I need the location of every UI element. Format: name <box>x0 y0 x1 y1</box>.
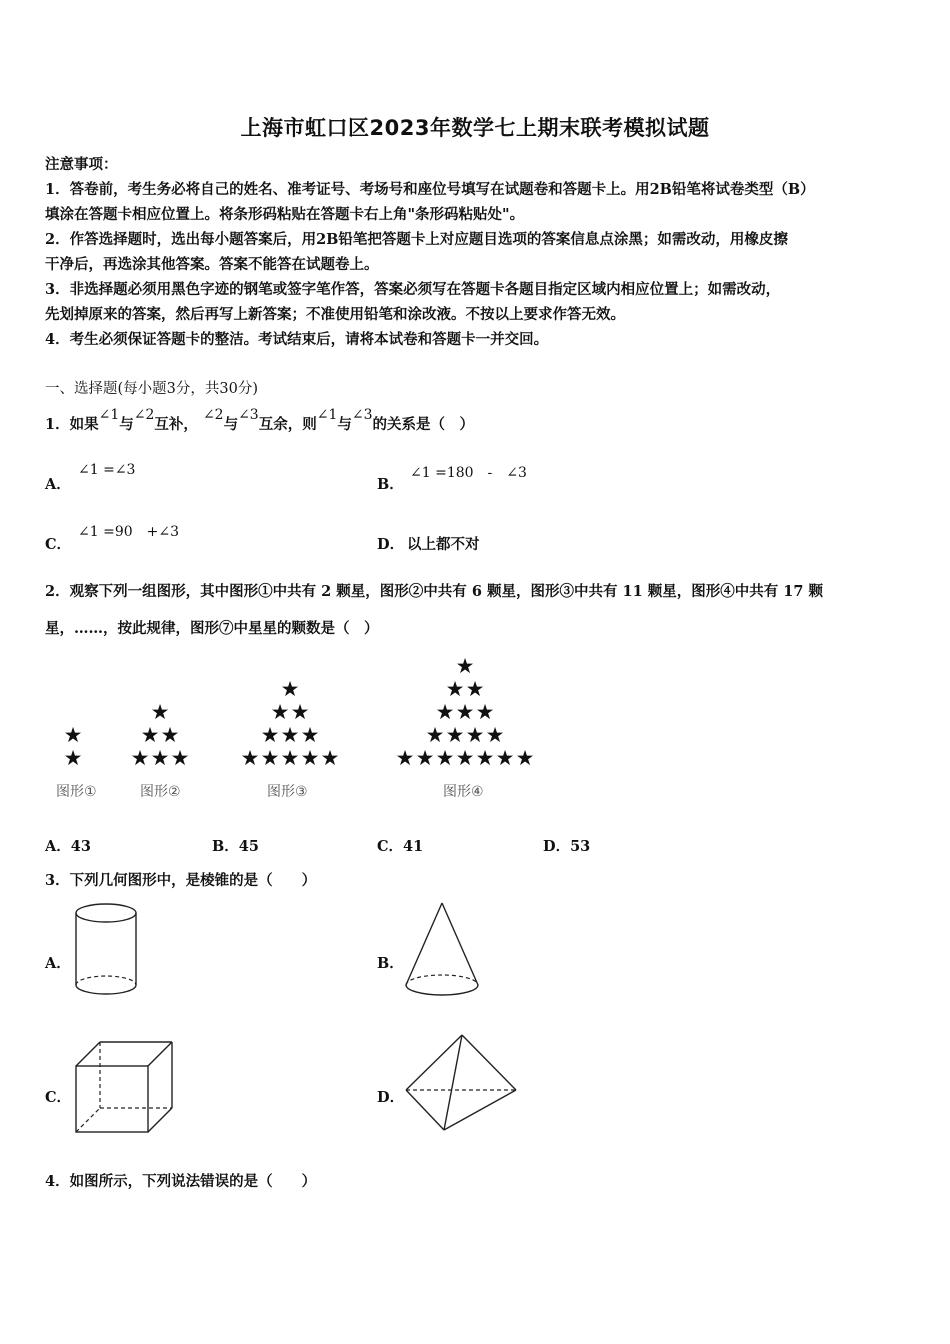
star: ★ <box>515 746 535 770</box>
page-title: 上海市虹口区2023年数学七上期末联考模拟试题 <box>240 116 710 140</box>
star: ★ <box>425 723 445 747</box>
star: ★ <box>63 723 83 747</box>
q2-option-d: D．53 <box>543 838 591 855</box>
star: ★ <box>270 700 290 724</box>
q1-option-a-label: A． <box>45 476 71 493</box>
question-2-line2: 星，……，按此规律，图形⑦中星星的颗数是（ ） <box>45 620 379 637</box>
star: ★ <box>495 746 515 770</box>
figure-caption-1: 图形① <box>56 784 97 800</box>
star: ★ <box>280 723 300 747</box>
question-3-stem: 3．下列几何图形中，是棱锥的是（ ） <box>45 872 317 889</box>
q1-option-b-text: ∠1 =180 - ∠3 <box>410 465 527 481</box>
star: ★ <box>445 677 465 701</box>
q3-option-b-label: B． <box>377 955 404 972</box>
q1-option-d-text: 以上都不对 <box>407 536 480 553</box>
notice-line: 先划掉原来的答案，然后再写上新答案；不准使用铅笔和涂改液。不按以上要求作答无效。 <box>45 306 625 323</box>
star: ★ <box>290 700 310 724</box>
star: ★ <box>170 746 190 770</box>
star: ★ <box>260 723 280 747</box>
question-1-stem: 1．如果∠1与∠2互补， ∠2与∠3互余，则∠1与∠3的关系是（ ） <box>45 407 474 433</box>
q1-option-a-text: ∠1 =∠3 <box>78 462 136 478</box>
star: ★ <box>150 746 170 770</box>
star: ★ <box>465 723 485 747</box>
star: ★ <box>465 677 485 701</box>
star: ★ <box>260 746 280 770</box>
notice-line: 3．非选择题必须用黑色字迹的钢笔或签字笔作答，答案必须写在答题卡各题目指定区域内相应位置上；如需改动， <box>45 281 781 298</box>
question-4-stem: 4．如图所示，下列说法错误的是（ ） <box>45 1173 317 1190</box>
star: ★ <box>455 746 475 770</box>
star: ★ <box>445 723 465 747</box>
q2-option-a: A．43 <box>45 838 91 855</box>
notice-line: 2．作答选择题时，选出每小题答案后，用2B铅笔把答题卡上对应题目选项的答案信息点涂黑；如需改动，用橡皮擦 <box>45 231 788 248</box>
notice-line: 干净后，再选涂其他答案。答案不能答在试题卷上。 <box>45 256 379 273</box>
star: ★ <box>140 723 160 747</box>
star: ★ <box>280 677 300 701</box>
q1-option-d-label: D． <box>377 536 405 553</box>
star: ★ <box>455 700 475 724</box>
q3-option-c-label: C． <box>45 1089 72 1106</box>
star: ★ <box>435 746 455 770</box>
notice-line: 4．考生必须保证答题卡的整洁。考试结束后，请将本试卷和答题卡一并交回。 <box>45 331 549 348</box>
cube-figure <box>72 1040 176 1136</box>
notice-line: 填涂在答题卡相应位置上。将条形码粘贴在答题卡右上角"条形码粘贴处"。 <box>45 206 525 223</box>
star: ★ <box>415 746 435 770</box>
star: ★ <box>160 723 180 747</box>
star: ★ <box>435 700 455 724</box>
cone-figure <box>400 900 484 1002</box>
pyramid-figure <box>400 1030 522 1138</box>
q3-option-d-label: D． <box>377 1089 405 1106</box>
q2-option-c: C．41 <box>377 838 424 855</box>
star: ★ <box>63 746 83 770</box>
star: ★ <box>455 654 475 678</box>
star: ★ <box>395 746 415 770</box>
star: ★ <box>475 746 495 770</box>
notice-line: 1．答卷前，考生务必将自己的姓名、准考证号、考场号和座位号填写在试题卷和答题卡上。用2B铅笔将试卷类型（B） <box>45 181 815 198</box>
star: ★ <box>280 746 300 770</box>
figure-caption-2: 图形② <box>140 784 181 800</box>
q3-option-a-label: A． <box>45 955 71 972</box>
star: ★ <box>300 723 320 747</box>
star: ★ <box>150 700 170 724</box>
star: ★ <box>130 746 150 770</box>
q1-option-b-label: B． <box>377 476 404 493</box>
q2-option-b: B．45 <box>212 838 259 855</box>
question-2-line1: 2．观察下列一组图形，其中图形①中共有 2 颗星，图形②中共有 6 颗星，图形③中共有 11 颗星，图形④中共有 17 颗 <box>45 583 824 600</box>
star: ★ <box>485 723 505 747</box>
cylinder-figure <box>70 900 142 1002</box>
q1-option-c-label: C． <box>45 536 72 553</box>
q1-option-c-text: ∠1 =90 +∠3 <box>78 524 180 540</box>
star: ★ <box>320 746 340 770</box>
star: ★ <box>475 700 495 724</box>
notice-heading: 注意事项： <box>45 156 118 173</box>
figure-caption-4: 图形④ <box>443 784 484 800</box>
figure-caption-3: 图形③ <box>267 784 308 800</box>
star: ★ <box>300 746 320 770</box>
star: ★ <box>240 746 260 770</box>
section-heading: 一、选择题(每小题3分，共30分) <box>45 381 258 397</box>
